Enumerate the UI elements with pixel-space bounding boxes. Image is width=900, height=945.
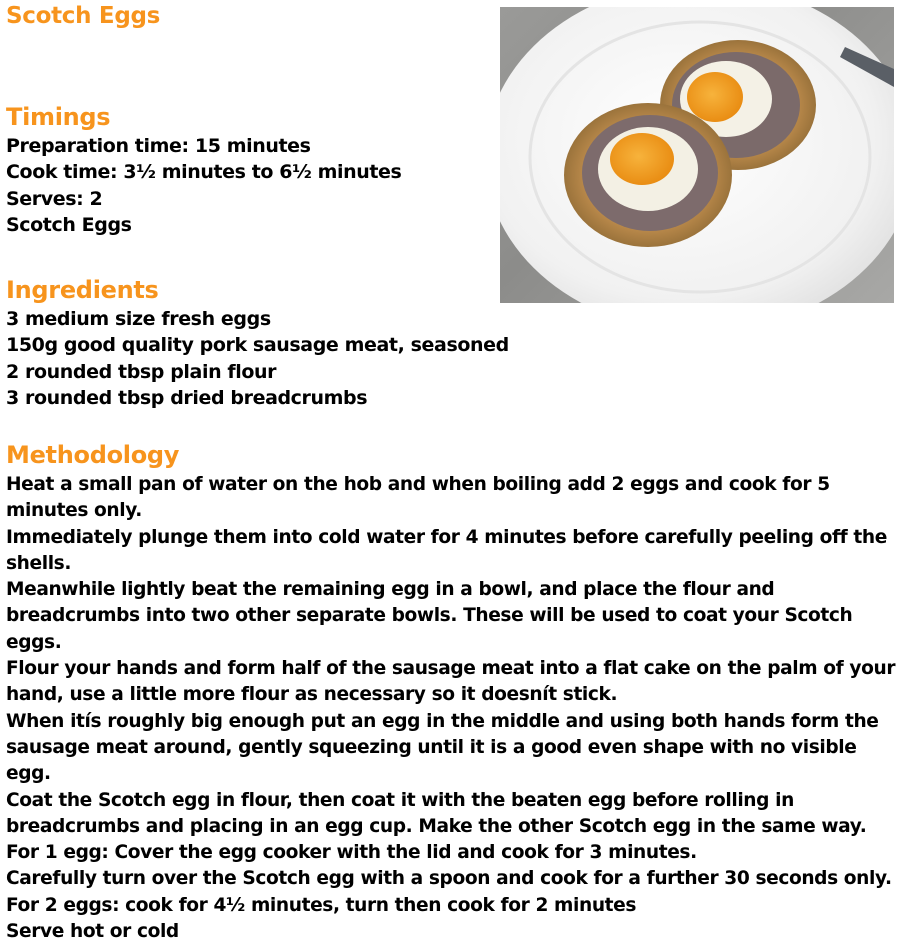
- method-step: Meanwhile lightly beat the remaining egg in a bowl, and place the flour and breadcrumbs into two other separate bowls. These will be used to coat your Scotch eggs.: [6, 579, 853, 653]
- method-step: Heat a small pan of water on the hob and when boiling add 2 eggs and cook for 5 minutes only.: [6, 474, 830, 522]
- method-step: For 2 eggs: cook for 4½ minutes, turn then cook for 2 minutes: [6, 894, 637, 916]
- ingredient-item: 3 rounded tbsp dried breadcrumbs: [6, 386, 368, 409]
- ingredients-list: [6, 306, 509, 411]
- timings-heading: Timings: [6, 103, 111, 131]
- ingredient-item: 150g good quality pork sausage meat, seasoned: [6, 334, 509, 357]
- timings-list: [6, 133, 401, 238]
- timings-line: Cook time: 3½ minutes to 6½ minutes: [6, 161, 402, 184]
- method-step: Carefully turn over the Scotch egg with a spoon and cook for a further 30 seconds only.: [6, 868, 892, 890]
- timings-line: Serves: 2: [6, 187, 103, 210]
- method-step: For 1 egg: Cover the egg cooker with the lid and cook for 3 minutes.: [6, 842, 697, 864]
- ingredients-heading: Ingredients: [6, 276, 159, 304]
- method-step: Serve hot or cold: [6, 921, 179, 943]
- method-step: Flour your hands and form half of the sausage meat into a flat cake on the palm of your hand, use a little more flour as necessary so it doesnít stick.: [6, 658, 896, 706]
- method-step: Coat the Scotch egg in flour, then coat it with the beaten egg before rolling in breadcrumbs and placing in an egg cup. Make the other Scotch egg in the same way.: [6, 789, 867, 837]
- recipe-title: Scotch Eggs: [6, 3, 161, 29]
- egg-half-yolk: [610, 133, 674, 185]
- ingredient-item: 2 rounded tbsp plain flour: [6, 360, 277, 383]
- ingredient-item: 3 medium size fresh eggs: [6, 308, 271, 330]
- timings-line: Preparation time: 15 minutes: [6, 135, 311, 157]
- scotch-egg-photo: [500, 7, 894, 303]
- methodology-steps: [6, 472, 896, 945]
- egg-half-yolk: [687, 72, 743, 122]
- methodology-heading: Methodology: [6, 441, 180, 469]
- scotch-egg-illustration: [500, 7, 894, 303]
- method-step: When itís roughly big enough put an egg in the middle and using both hands form the sausage meat around, gently squeezing until it is a good even shape with no visible egg.: [6, 710, 879, 785]
- method-step: Immediately plunge them into cold water for 4 minutes before carefully peeling off the shells.: [6, 526, 887, 574]
- timings-line: Scotch Eggs: [6, 213, 132, 236]
